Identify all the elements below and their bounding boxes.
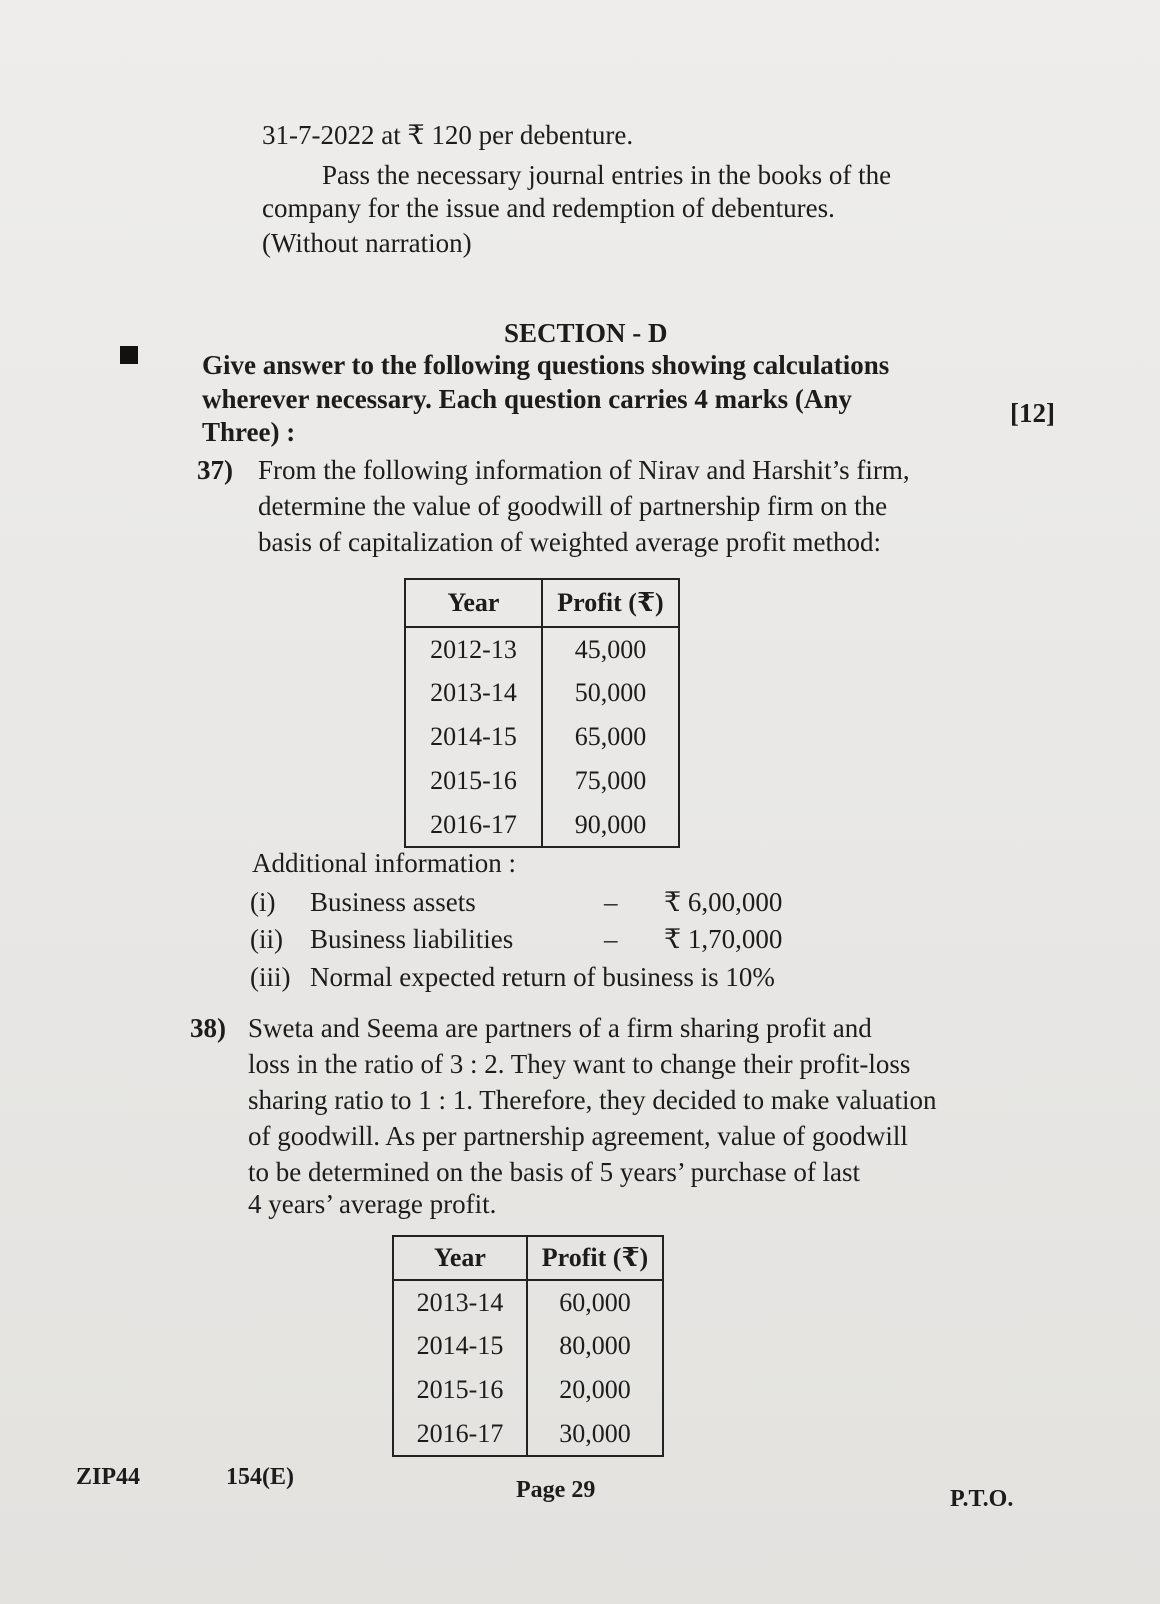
table-header-year: Year <box>393 1236 527 1280</box>
footer-pto: P.T.O. <box>950 1486 1014 1512</box>
cell-year: 2012-13 <box>405 627 542 671</box>
additional-item-num: (i) <box>250 887 276 917</box>
q38-line-2: loss in the ratio of 3 : 2. They want to change their profit-loss <box>248 1049 911 1079</box>
section-title: SECTION - D <box>504 318 668 348</box>
cell-profit: 60,000 <box>527 1280 663 1324</box>
additional-item-dash: – <box>604 887 618 917</box>
additional-item-label: Normal expected return of business is 10% <box>310 962 775 992</box>
cell-profit: 30,000 <box>527 1412 663 1456</box>
additional-item-value: ₹ 1,70,000 <box>664 924 783 954</box>
cell-profit: 80,000 <box>527 1324 663 1368</box>
cell-profit: 45,000 <box>542 627 679 671</box>
q37-line-2: determine the value of goodwill of partnership firm on the <box>258 491 888 521</box>
table-row <box>405 803 679 847</box>
additional-item-value: ₹ 6,00,000 <box>664 887 783 917</box>
q38-line-4: of goodwill. As per partnership agreement, value of goodwill <box>248 1121 908 1151</box>
q38-number: 38) <box>190 1013 226 1043</box>
q38-line-6: 4 years’ average profit. <box>248 1189 497 1219</box>
continuation-line-2: Pass the necessary journal entries in the books of the <box>322 160 892 190</box>
cell-year: 2016-17 <box>405 803 542 847</box>
cell-profit: 90,000 <box>542 803 679 847</box>
section-instruction-line-1: Give answer to the following questions showing calculations <box>202 350 890 380</box>
q38-profit-table <box>392 1235 664 1457</box>
continuation-line-3: company for the issue and redemption of debentures. <box>262 193 835 223</box>
section-instruction-line-2: wherever necessary. Each question carries 4 marks (Any <box>202 384 852 414</box>
q37-additional-title: Additional information : <box>252 848 516 878</box>
table-row <box>405 627 679 671</box>
cell-profit: 75,000 <box>542 759 679 803</box>
footer-code: ZIP44 <box>76 1464 141 1490</box>
q38-line-3: sharing ratio to 1 : 1. Therefore, they decided to make valuation <box>248 1085 937 1115</box>
cell-year: 2013-14 <box>393 1280 527 1324</box>
q37-number: 37) <box>197 455 233 485</box>
continuation-line-4: (Without narration) <box>262 228 472 258</box>
cell-year: 2013-14 <box>405 671 542 715</box>
table-header-profit: Profit (₹) <box>542 579 679 627</box>
section-instruction-line-3: Three) : <box>202 417 296 447</box>
q37-line-1: From the following information of Nirav and Harshit’s firm, <box>258 455 910 485</box>
footer-paper: 154(E) <box>226 1464 294 1490</box>
q38-line-1: Sweta and Seema are partners of a firm sharing profit and <box>248 1013 872 1043</box>
cell-profit: 20,000 <box>527 1368 663 1412</box>
cell-year: 2014-15 <box>393 1324 527 1368</box>
section-marks: [12] <box>1010 398 1055 428</box>
table-row <box>405 715 679 759</box>
table-row <box>393 1412 663 1456</box>
table-row <box>393 1280 663 1324</box>
cell-year: 2016-17 <box>393 1412 527 1456</box>
additional-item-num: (ii) <box>250 924 283 954</box>
continuation-line-1: 31-7-2022 at ₹ 120 per debenture. <box>262 120 634 150</box>
table-row <box>393 1368 663 1412</box>
cell-profit: 65,000 <box>542 715 679 759</box>
additional-item-label: Business liabilities <box>310 924 514 954</box>
additional-item-label: Business assets <box>310 887 476 917</box>
cell-profit: 50,000 <box>542 671 679 715</box>
footer-page-number: Page 29 <box>516 1477 596 1503</box>
q37-line-3: basis of capitalization of weighted average profit method: <box>258 527 882 557</box>
q38-line-5: to be determined on the basis of 5 years’ purchase of last <box>248 1157 861 1187</box>
cell-year: 2015-16 <box>393 1368 527 1412</box>
cell-year: 2014-15 <box>405 715 542 759</box>
bullet-square-icon <box>120 346 138 364</box>
table-row <box>393 1324 663 1368</box>
table-header-profit: Profit (₹) <box>527 1236 663 1280</box>
additional-item-num: (iii) <box>250 962 291 992</box>
cell-year: 2015-16 <box>405 759 542 803</box>
q37-profit-table <box>404 578 680 848</box>
table-header-year: Year <box>405 579 542 627</box>
table-row <box>405 759 679 803</box>
additional-item-dash: – <box>604 924 618 954</box>
table-row <box>405 671 679 715</box>
